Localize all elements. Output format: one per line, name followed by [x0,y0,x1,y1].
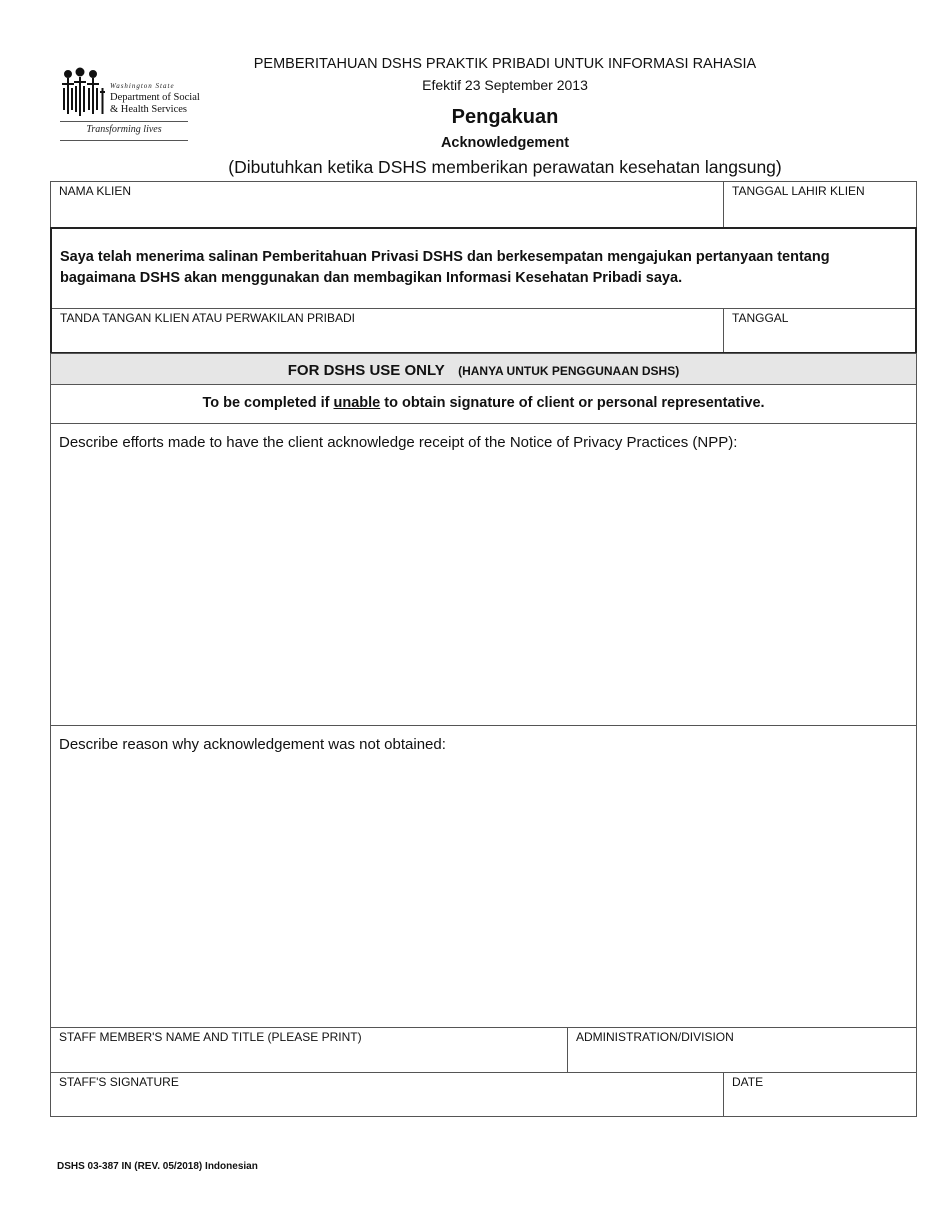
acknowledgement-block [50,227,917,354]
client-name-label: NAMA KLIEN [59,184,132,198]
acknowledgement-statement: Saya telah menerima salinan Pemberitahuan Privasi DSHS dan berkesempatan mengajukan pertanyaan tentang bagaimana DSHS akan menggunakan dan membagikan Informasi Kesehatan Pribadi saya. [60,249,830,286]
instruction-pre: To be completed if [202,395,334,411]
effective-date: Efektif 23 September 2013 [422,77,588,93]
reason-field[interactable] [50,725,917,1028]
client-signature-field[interactable] [52,309,723,352]
form-subtitle: Acknowledgement [440,135,570,151]
client-dob-label: TANGGAL LAHIR KLIEN [732,184,865,198]
staff-date-label: DATE [732,1075,764,1089]
logo-dept-line2: & Health Services [110,104,187,115]
admin-division-field[interactable] [568,1028,916,1072]
instruction-post: to obtain signature of client or personal representative. [380,395,765,411]
dshs-use-heading-row [50,353,917,385]
staff-name-label: STAFF MEMBER'S NAME AND TITLE (PLEASE PRINT) [59,1030,362,1044]
family-figures-icon [58,66,108,118]
reason-label: Describe reason why acknowledgement was not obtained: [59,736,446,753]
client-dob-field[interactable] [724,182,916,227]
staff-signature-field[interactable] [51,1073,723,1116]
client-info-row [50,181,917,228]
client-name-field[interactable] [51,182,723,227]
logo-tagline: Transforming lives [86,124,162,135]
signature-date-field[interactable] [724,309,915,352]
dshs-use-heading-sub: (HANYA UNTUK PENGGUNAAN DSHS) [458,364,680,378]
logo-rule-bottom [60,140,188,141]
staff-name-field[interactable] [51,1028,567,1072]
dshs-logo [58,66,200,142]
logo-dept-line1: Department of Social [110,92,200,103]
efforts-label: Describe efforts made to have the client acknowledge receipt of the Notice of Privacy Practices (NPP): [59,434,738,451]
logo-state: Washington State [110,82,175,90]
form-note: (Dibutuhkan ketika DSHS memberikan perawatan kesehatan langsung) [228,157,782,177]
form-title-line: PEMBERITAHUAN DSHS PRAKTIK PRIBADI UNTUK INFORMASI RAHASIA [253,56,757,72]
form-id: DSHS 03-387 IN (REV. 05/2018) Indonesian [57,1161,258,1172]
dshs-use-heading [51,362,916,380]
client-signature-label: TANDA TANGAN KLIEN ATAU PERWAKILAN PRIBADI [60,311,355,325]
efforts-field[interactable] [50,423,917,726]
instruction-row [50,384,917,424]
signature-date-label: TANGGAL [732,311,789,325]
instruction-emphasis: unable [333,395,381,411]
admin-division-label: ADMINISTRATION/DIVISION [576,1030,734,1044]
instruction-text [51,395,916,411]
logo-rule [60,121,188,122]
dshs-use-heading-text: FOR DSHS USE ONLY [287,362,445,379]
staff-date-field[interactable] [724,1073,916,1116]
form-title: Pengakuan [451,106,559,128]
staff-signature-label: STAFF'S SIGNATURE [59,1075,179,1089]
staff-signature-row [50,1072,917,1117]
staff-info-row [50,1027,917,1073]
